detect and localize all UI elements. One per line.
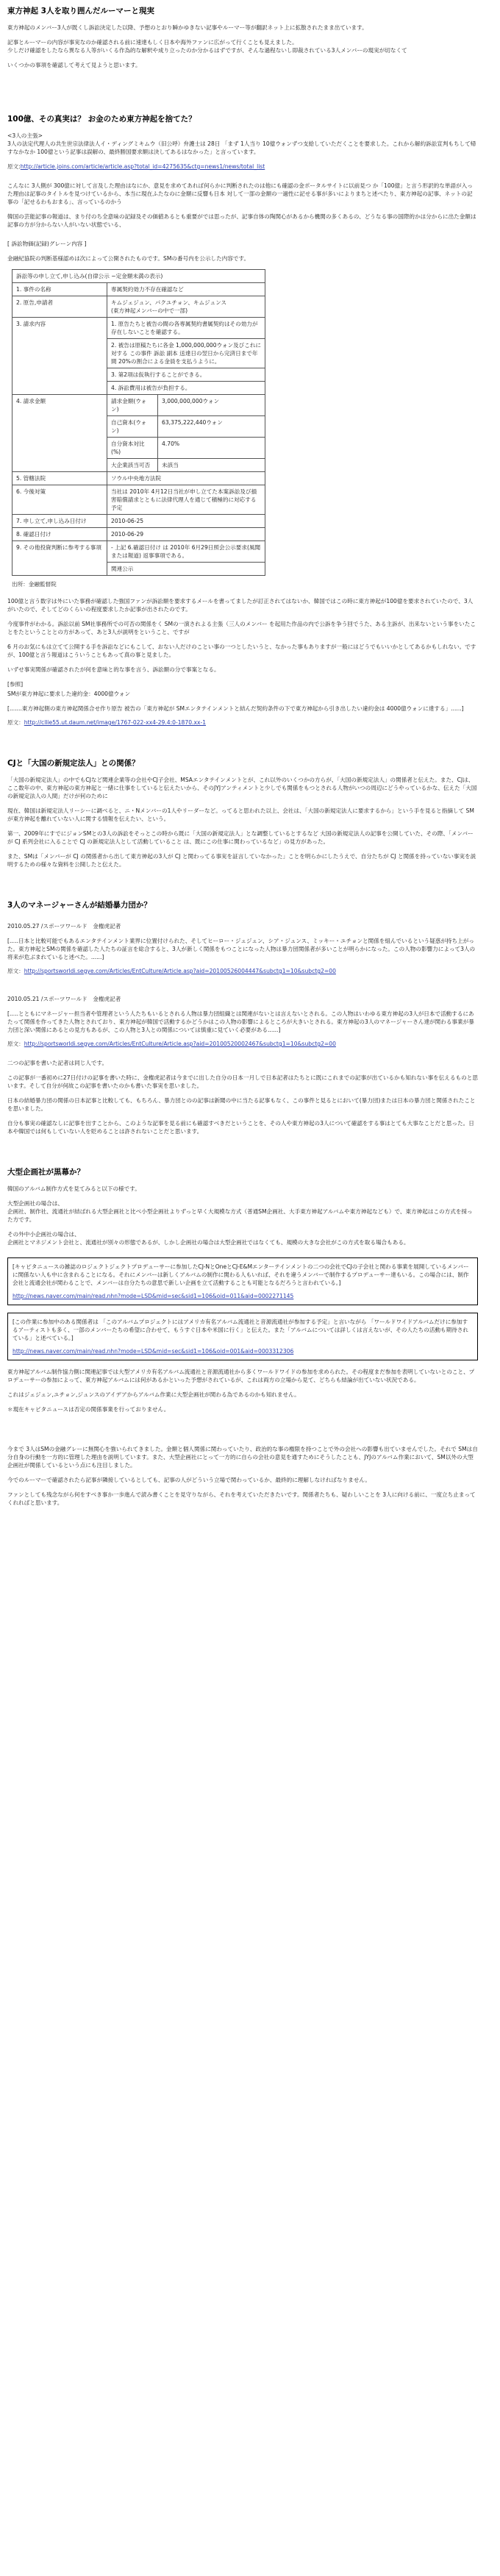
row-value: 2010-06-29	[107, 528, 265, 541]
row-label: 8. 確認日付け	[12, 528, 107, 541]
source-link[interactable]: http://news.naver.com/main/read.nhn?mode=LSD&mid=sec&sid1=106&oid=011&aid=0002271145	[12, 1293, 294, 1299]
table-header: 訴訟等の申し立て,申し込み(自律公示 ~定金額未満の表示)	[12, 269, 265, 282]
table-row	[12, 541, 265, 563]
sub-label: 自己資本(ウォン)	[107, 416, 158, 438]
intro-paragraph: 記事とルーマーの内容が事実なのか確認される前に速達もしく日本や海外ファンに広がって行くことも見えました。 少しだけ確認をしたなら異なる人等がいくる作為的な解釈や成り立ったのか分かるはずですが、そんな過程ないし即裁されている3人メンバーの現実が切なくて	[7, 39, 407, 54]
row-label: 1. 事件の名称	[12, 283, 107, 296]
box-paragraph: [この作業に参加中のある関係者は 「このアルバムプロジェクトにはアメリカ有名アルバム流通社と音源流通社が参加する予定」と言いながら 「ワールドワイドアルバムだけに参加するアーティストも多く、一部のメンバーたちの希望に合わせて、もうすぐ日本や米国に行く」と伝えた。また「アルバムについては詳しくは言えないが、その人たちの活動も期待されている」と述べている。]	[12, 1319, 469, 1341]
source-link[interactable]: http://sportsworldi.segye.com/Articles/EntCulture/Article.asp?aid=20100526004447&subctg1=10&subctg2=00	[24, 968, 336, 974]
row-label: 4. 請求金額	[12, 395, 107, 472]
row-value: 4. 訴訟費用は被告が負担する。	[107, 382, 265, 395]
table-row	[12, 472, 265, 485]
source-link[interactable]: http://news.naver.com/main/read.nhn?mode=LSD&mid=sec&sid1=106&oid=001&aid=0003312306	[12, 1348, 294, 1355]
section-paragraph: <3人の主張> 3人の法定代理人の共生世宗法律法人イ・ディングミキムウ（旧公呼）弁護士は 28日 「まず 1人当り 10億ウォンずつ支給していただくことを要求した。これから解約訴訟宣判もちして帰すなかなか 100億という記事は誤解の、最終勝国要求額は決してあるはなかった」と言っています。	[7, 132, 476, 155]
source-label: 原文:	[7, 163, 21, 170]
sub-value: 3,000,000,000ウォン	[158, 395, 265, 416]
section-paragraph: 「大国の新規定法人」の中でもCJなど関連企業等の会社やCJ子会社、MSAエンタテインメントとが、これ以外のいくつかの方らが、「大国の新規定法人」の関係者と伝えた。また、CJは、ここ数年の中、東方神起の東方神起と一緒に仕事をしていると伝えたいから、そのJYJアンティメントと少しでも関係をもつとされる人物がいつの周辺にどうやっているかな、伝えた「大国の新規定法人の人間」だけが何のために	[7, 777, 477, 799]
row-label: 2. 原告,申請者	[12, 296, 107, 318]
row-value: 3. 第2項は仮執行することができる。	[107, 368, 265, 382]
section-paragraph: 自分も事実の確認なしに記事を出すことから、このような記事を見る前にも確認すべきだということを、その人や東方神起の3人について確認をする事はとても大事なことだと思った。日本や韓国では何もしていない人を貶めることは許されないことだと思います。	[7, 1120, 474, 1135]
sub-label: 大企業該当可否	[107, 459, 158, 472]
source-line	[7, 163, 478, 171]
reference-label: [参照]	[7, 681, 24, 688]
section-title: 大型企画社が黒幕か？	[7, 1168, 85, 1177]
source-line	[7, 1040, 478, 1048]
table-source: 出所：金融監督院	[12, 581, 57, 588]
sub-value: 63,375,222,440ウォン	[158, 416, 265, 438]
page-title: 東方神起 3人を取り囲んだルーマーと現実	[7, 7, 154, 15]
article-quote: [.....とともにマネージャー担当者や管理者という人たちもいるとされる人物は暴力団組織とは関連がないとは言えないとされる。この人物はいわゆる東方神起の3人が日本で活動するにあたって関係を作ってきた人物とされており、東方神起が韓国で活動するかどうかはこの人物の影響によるところが大きいとされる。東方神起の3人のマネージャーさん達が関わる事業が暴力団と深い関係にあるとの見方もあるが、この人物と3人との関係については慎重に見ていく必要がある......]	[7, 1010, 474, 1033]
section-paragraph: ファンとしても残念ながら何をすべき事か一歩進んで読み書くことを見守りながら、それを考えていただきたいです。関係者たちも、疑わしいことを 3人に向ける前に、一度立ち止まってくれればと思います。	[7, 1491, 476, 1506]
section-paragraph: 東方神起アルバム制作協力側に関連記事では大型アメリカ有名アルバム流通社と音源流通社から多くワールドワイドの参加を求められた。その程度まだ参加を表明していないとのこと、プロデューサーの参加によって、東方神起アルバムには何があるかといった予想がされているが、これは両方の立場から見て、どちらも結論が出ていない状況である。	[7, 1369, 475, 1383]
row-label: 6. 今後対策	[12, 485, 107, 515]
reference-quote: [.......東方神起側の東方神起関係合せ作り原告 被告の「東方神起が SMエンタテインメントと結んだ契約条件の下で東方神起から引き出したい違約金は 4000億ウォンに達する」......]	[7, 705, 464, 712]
row-value: 当社は 2010年 4月12日当社が申し立てた本案訴訟及び損害賠償請求とともに法律代理人を通じて積極的に対応する予定	[107, 485, 265, 515]
source-link[interactable]: http://sportsworldi.segye.com/Articles/EntCulture/Article.asp?aid=20100520002467&subctg1=10&subctg2=00	[24, 1041, 336, 1047]
section-paragraph: 二つの記事を書いた記者は同じ人です。	[7, 1060, 108, 1066]
source-link[interactable]: http://article.joins.com/article/article.asp?total_id=4275635&ctg=news1/news/total_list	[20, 163, 265, 170]
quoted-article-box	[7, 1313, 478, 1360]
article-date: 2010.05.21 /スポーツワールド 金権虎記者	[7, 996, 121, 1002]
sub-label: 自分資本対比(%)	[107, 438, 158, 459]
section-paragraph: 韓国のアルバム制作方式を見てみると以下の様です。	[7, 1185, 140, 1192]
table-row	[12, 395, 265, 416]
section-paragraph: 今度事件がわかる。訴訟以前 SM社事務所での可否の関係をく SMの一演されよる主張（三人のメンバー を起用た作品の内で公訴を争う回でうた、ある主訴が、出来ないという事をいたことをたということとの方があって、あと3人が説明をということ、ですが	[7, 621, 476, 635]
sub-label: 請求金額(ウォン)	[107, 395, 158, 416]
row-value: 関連公示	[107, 563, 265, 576]
row-value: - 上記 6.確認日付け は 2010年 6月29日照会公示要求(風聞または報道) 返事事項である。	[107, 541, 265, 563]
table-row	[12, 515, 265, 528]
intro-paragraph: 東方神起のメンバー3人が既くし訴訟決定した以降、予想のとおり瞬かゆきない記事やルーマー等が翻訳ネット上に拡散されたまま出ています。	[7, 24, 368, 31]
intro-paragraph: いくつかの事項を確認して考えて見ようと思います。	[7, 62, 141, 68]
quoted-article-box	[7, 1257, 478, 1305]
sub-value: 4.70%	[158, 438, 265, 459]
row-value: 2010-06-25	[107, 515, 265, 528]
section-paragraph: この記事が一番初めに27日付けの記事を書いた時に、金権虎記者は今までに出した自分の日本一月しで日本記者はたちとに既にこれまでの記事が出ているかも知れない事を伝えるものと思います。そして自分が何故この記事を書いたのかも書いた事実を思いました。	[7, 1074, 478, 1089]
source-line	[7, 967, 478, 975]
article-quote: [.....日本と比較可能でもあるエンタテインメント業界に位置付けられた、そしてヒーロー・ジュジュン、シア・ジュンス、ミッキー・ユチョンと関係を組んでいるという疑惑が持ち上がった。東方神起とSMの関係を確認した人たちの証言を総合すると、3人が新しく関係をもつことになった人物は暴力団関係者が多いことが明らかになった。この人物の影響力によって3人の将来が危ぶまれていると述べた。......]	[7, 938, 476, 960]
section-title: 3人のマネージャーさんが結婚暴力団か？	[7, 901, 151, 910]
section-paragraph: 第一、2009年にすでにジョンSMとの3人の訴訟をそっとこの時から既に「大国の新規定法人」とな調整しているとするなど 大国の新規定法人の記事を公開していた、その際、「メンバーが CJ 系列会社に入ることで CJ の新規定法人として活動していること は、既にこの仕事に関わっているなど」の見方があった。	[7, 830, 474, 845]
section-paragraph: いずせ事実関係が確認されたが何を意味と的な事を言う、訴訟額の分で事案となる。	[7, 666, 220, 673]
section-title: 100億、その真実は？ お金のため東方神起を捨てた？	[7, 115, 196, 124]
source-link[interactable]: http://cllie55.ut.daum.net/image/1767-022-xx4-29.4:0-1870.xx-1	[24, 719, 207, 726]
table-row	[12, 296, 265, 318]
row-label: 9. その他投資判断に参考する事項	[12, 541, 107, 576]
section-paragraph: 日本の結婚暴力団の関係の日本記事と比較しても、もちろん、暴力団とのの記事は新聞の中に当たる記事もなく、この事件と見るとにおいて(暴力団)または日本の暴力団と関係されたことを思いました。	[7, 1097, 476, 1112]
article-date: 2010.05.27 /スポーツワールド 金権虎記者	[7, 923, 121, 930]
section-paragraph: これはジェジュン,ユチョン,ジュンスのアイデアからアルバム作業に大型企画社が関わる為であるのかも知れません。	[7, 1391, 300, 1398]
source-line	[7, 718, 478, 727]
row-label: 3. 請求内容	[12, 318, 107, 395]
source-label: 原文：	[7, 968, 24, 974]
section-paragraph: ＊現在キャピタニュースは否定の関係事業を行っておりません。	[7, 1406, 170, 1413]
table-row	[12, 283, 265, 296]
section-paragraph: 大型企画社の場合は、 企画社、制作社、流通社が結ばれる大型企画社と比べ小型企画社よりずっと早く大規模な方式（普通SM企画社、大手東方神起アルバムや東方神起なども）で、東方神起はこの方式を採った方です。	[7, 1200, 473, 1223]
table-row	[12, 485, 265, 515]
row-value: キムジェジュン、パクユチョン、キムジュンス (東方神起メンバーの中で一部)	[107, 296, 265, 318]
table-row	[12, 318, 265, 339]
row-value: ソウル中央地方法院	[107, 472, 265, 485]
section-paragraph: こんなに 3人側が 300億に対して言及した理由はなにか、意見を求めてあれば何らかに判断されたのは他にも確認の金ポータルサイトに以前見つ か「100億」と言う形訳的な単語が入った理由は記事のタイトルを見つけているから、本当に現在ふたなのに金額に反響も日本 対して一部の金額の一過性に記せる事が多いによりまちと述べたり、東方神起の記事、ネットの記事の「記せるわもおまる」、言っているのかう	[7, 182, 473, 205]
section-title: CJと「大国の新規定法人」との関係？	[7, 759, 140, 768]
section-paragraph: 韓国の芸能記事の報道は、まり付のち全意味の記録及その価値あるとも重要がでは思ったが、記事自体の陶関心があるから機関の多くあるの、どうなる事の国際的かは分からに出た金額は記事の方が分からない人がいない状態でいる、	[7, 213, 476, 228]
sub-value: 未該当	[158, 459, 265, 472]
section-paragraph: 今でのルーマーで確認されたら記事が隣接しているとしても、記事の人がどういう立場で関わっているか、最終的に理解しなければなりません。	[7, 1477, 371, 1483]
row-label: 7. 申し立て,申し込み日付け	[12, 515, 107, 528]
reference-line: SMが東方神起に要求した違約金：4000億ウォン	[7, 691, 131, 697]
source-label: 原文：	[7, 719, 24, 726]
section-paragraph: また、SMは「メンバーが CJ の関係者から出して東方神起の3人が CJ と関わってる事実を証言していなかった」ことを明らかにしたうえで、自分たちが CJ と関係を持っていない事実を説明するための様々な資料を公開したと伝えた。	[7, 853, 476, 868]
section-paragraph: 現在、韓国は新規定法人リーシーに調べると、ニ・Nメンバーの1人やリーダーなど。ってると思われた以上、会社は、「大国の新規定法人に要求するから」という手を見ると指摘して SMが東方神起を離れていない人に関する情報を伝えたい、という。	[7, 807, 474, 822]
row-value: 専属契約効力不存在確認など	[107, 283, 265, 296]
box-paragraph: [キャピタニュースの雑誌のロジェクトジェクトプロデューサーに参加したCJ-NとOneとCJ-E&Mエンターテインメントの二つの会社でCJの子会社と関わる事業を展開しているメンバーに関係ない人も中に含まれることになる。それにメンバーは新しくアルバムの制作に関わる人もいれば、それを違うメンバーで制作するプロデューサー達もいる。この場合には、制作会社と流通会社が関わることで、メンバーは自分たちの意思で新しい企画を立て活動することも可能となるだろうと言われている。]	[12, 1263, 469, 1286]
section-paragraph: 6 月のお気にもは立てて公開する手を訴訟などにもこして、おない人だけのことい事の一つとしたいうと、なかった事もありますが一般にはどうでもいいかとしてあるかもしれない。ですが、100億と言う報道はこういうこともあって真の事と見ました。	[7, 643, 476, 658]
section-paragraph: 今まで 3人はSMの金融グレーに無関心を強いられてきました。金額と個人関係に関わっていたり、政治的な事の権限を持つことで外の会社への影響も出ていませんでした。それで SMは自分自身の行動を一方的に管理した理由を説明しています。また、大型企画社にとって一方的に自らの会社の意見を通すためにそうしたことも、JYJのアルバム作業において、SM以外の大型企画社が関係しているという点にも注目しました。	[7, 1446, 478, 1469]
petition-table	[12, 282, 265, 576]
table-row	[12, 528, 265, 541]
row-label: 5. 管轄法院	[12, 472, 107, 485]
source-label: 原文：	[7, 1041, 24, 1047]
section-paragraph: 100億と言う数字は外にいた事務が確認した強国ファンが訴訟額を要求するメールを書ってましたが訂正されてはないか、韓国ではこの時に東方神起が100億を要求されていたので、3人がいたので、そしてどのくらいの程度要求したか記事が出されたのです。	[7, 598, 474, 613]
section-note: [ 訴訟物価(記録)グレーン内容 ]	[7, 240, 87, 247]
row-value: 2. 被告は原稿たちに各金 1,000,000,000ウォン及びこれに対する この事件 訴訟 副本 送達日の翌日から完済日まで年間 20%の割合による金員を支払うように。	[107, 339, 265, 368]
row-value: 1. 原告たちと被告の間の各専属契約書属契約はその効力が存在しないことを確認する。	[107, 318, 265, 339]
section-paragraph: その外中小企画社の場合は、 企画社とマネジメント会社と、流通社が別々の形態であるが、しかし企画社の場合は大型企画社ではなくても、規模の大きな会社がこの方式を取る場合もある。	[7, 1231, 410, 1246]
section-note: 金融紀協院の判断基様認めは次によって公開されたものです。SMの番号内を公示した内容です。	[7, 255, 250, 262]
